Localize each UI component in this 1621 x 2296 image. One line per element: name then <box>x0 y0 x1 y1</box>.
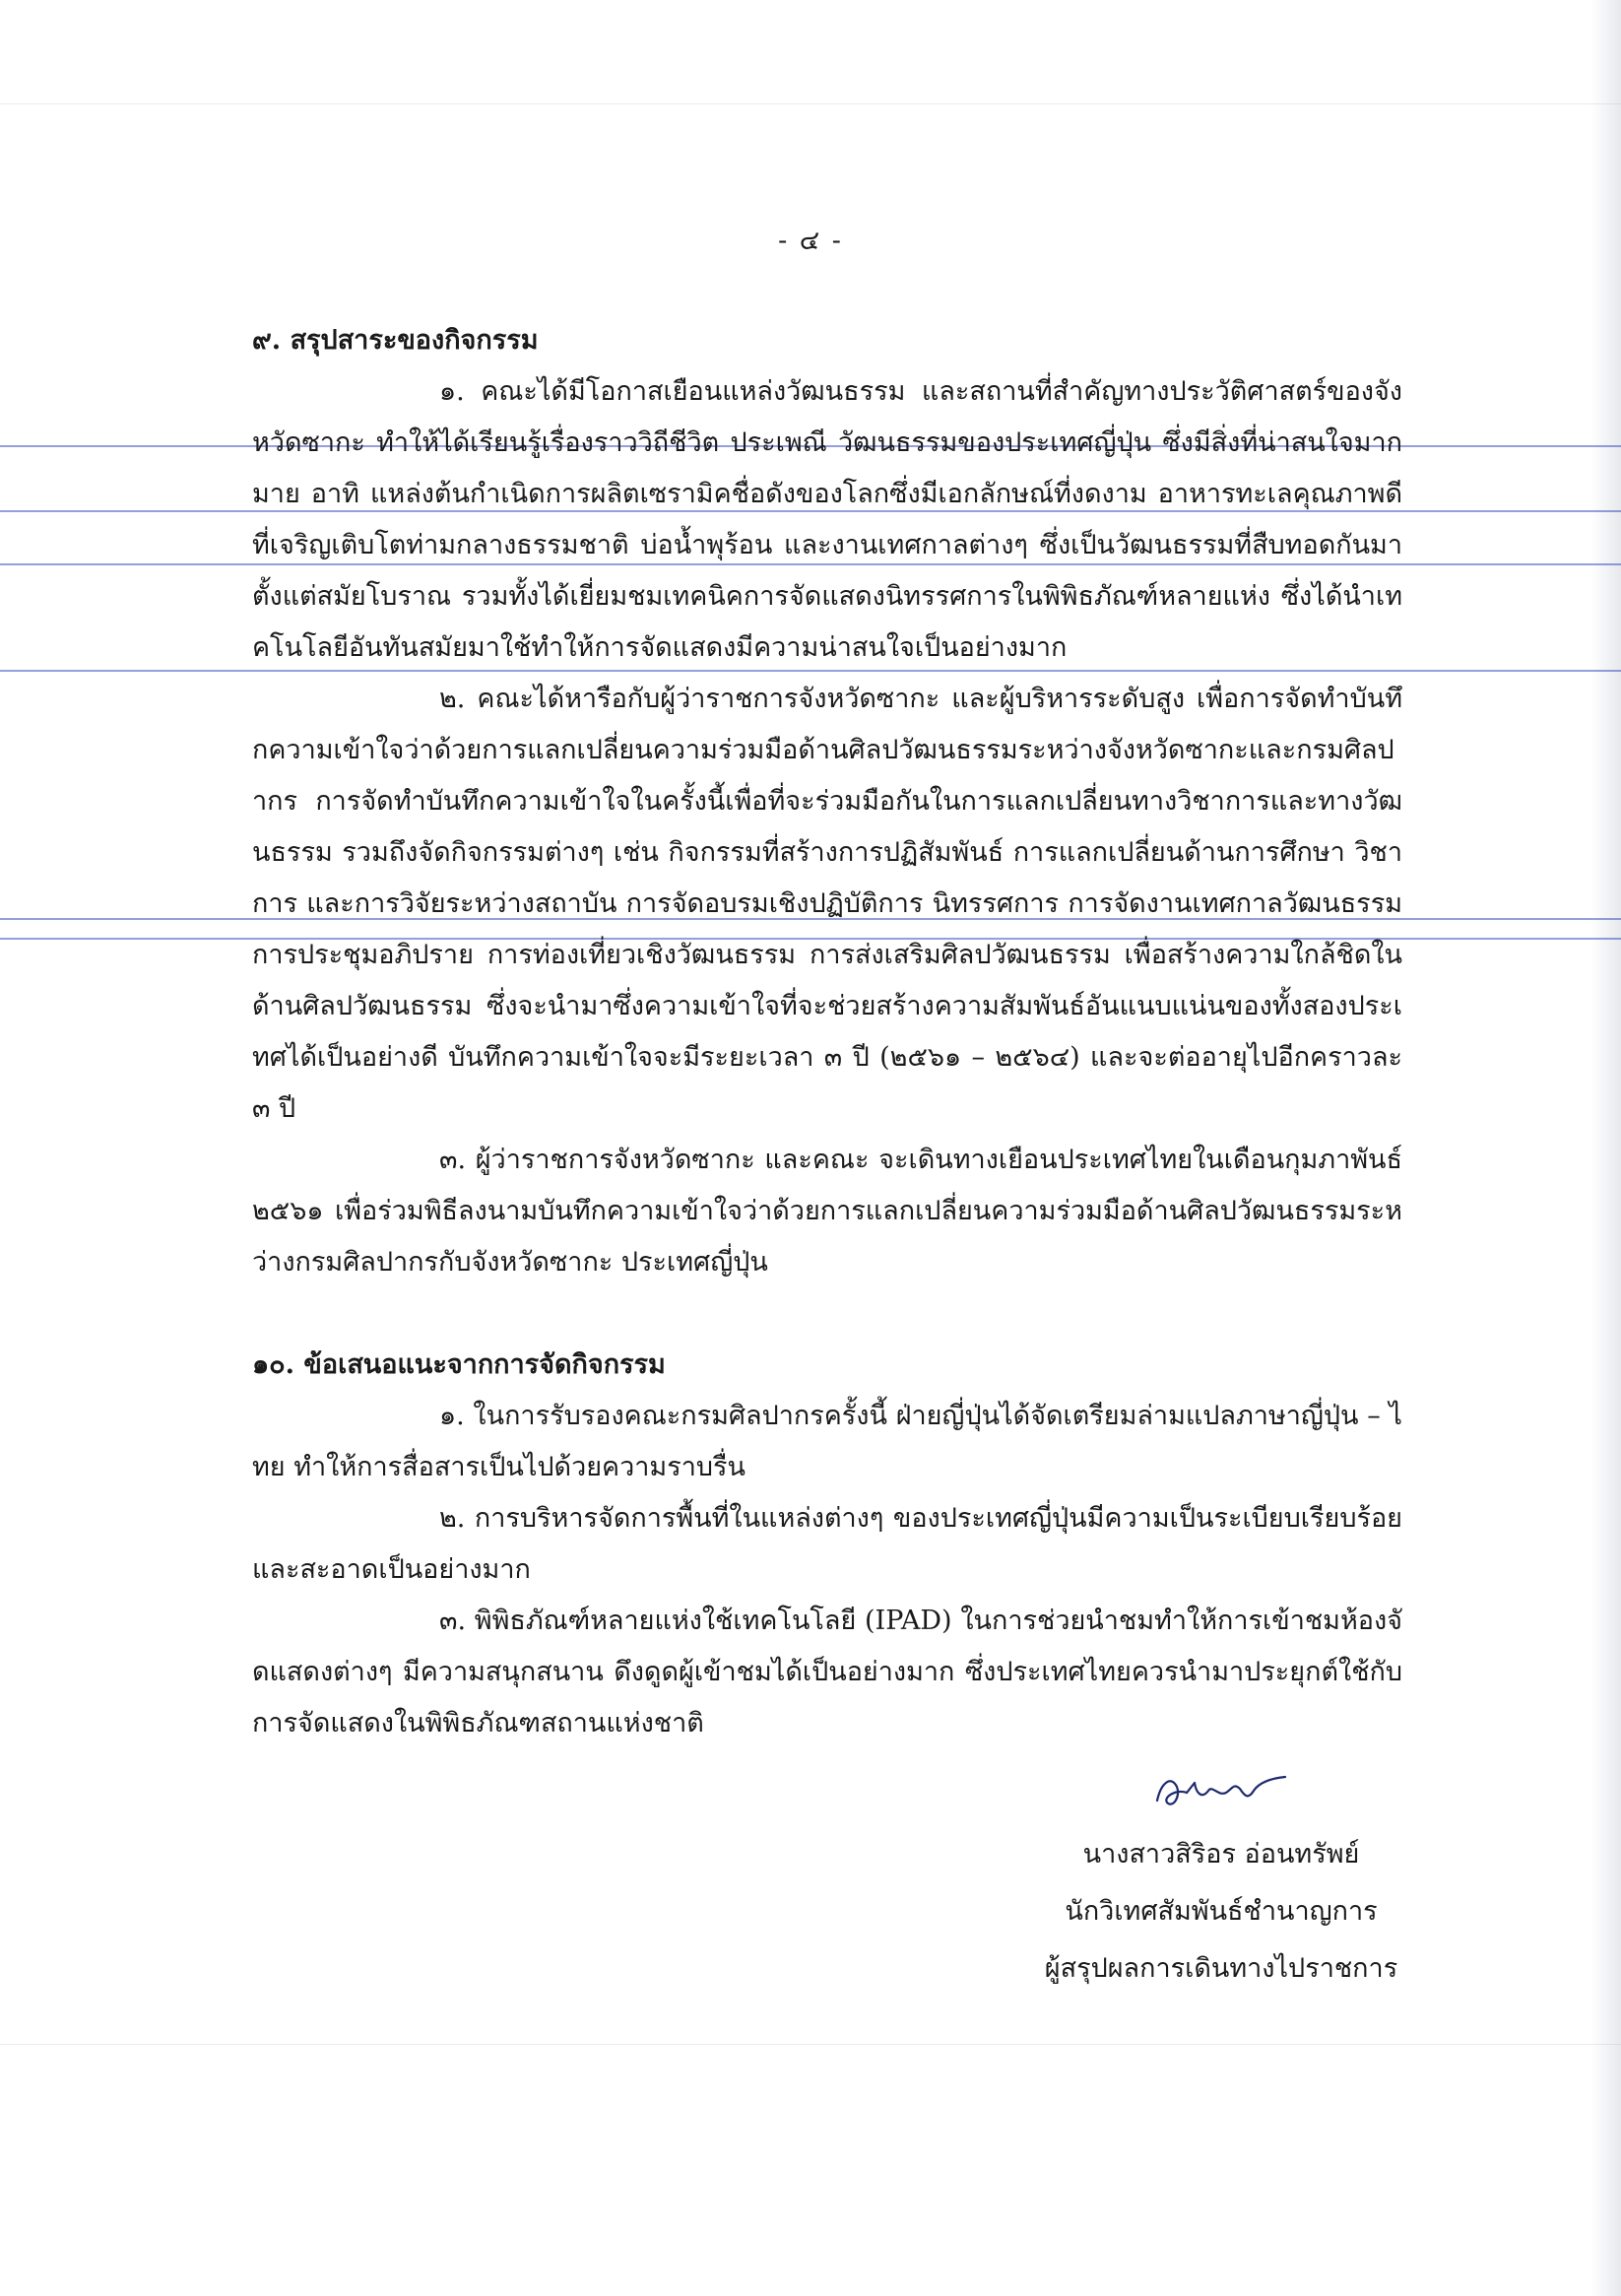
signer-role: ผู้สรุปผลการเดินทางไปราชการ <box>1044 1953 1398 1984</box>
summary-paragraph: ๓. ผู้ว่าราชการจังหวัดซากะ และคณะ จะเดินทางเยือนประเทศไทยในเดือนกุมภาพันธ์ ๒๕๖๑ เพื่อร่วมพิธีลงนามบันทึกความเข้าใจว่าด้วยการแลกเปลี่ยนความร่วมมือด้านศิลปวัฒนธรรมระหว่างกรมศิลปากรกับจังหวัดซากะ ประเทศญี่ปุ่น <box>252 1145 1402 1278</box>
recommendation-paragraph: ๒. การบริหารจัดการพื้นที่ในแหล่งต่างๆ ของประเทศญี่ปุ่นมีความเป็นระเบียบเรียบร้อยและสะอาดเป็นอย่างมาก <box>252 1503 1402 1585</box>
recommendation-paragraph: ๓. พิพิธภัณฑ์หลายแห่งใช้เทคโนโลยี (IPAD) ในการช่วยนำชมทำให้การเข้าชมห้องจัดแสดงต่างๆ มีความสนุกสนาน ดึงดูดผู้เข้าชมได้เป็นอย่างมาก ซึ่งประเทศไทยควรนำมาประยุกต์ใช้กับการจัดแสดงในพิพิธภัณฑสถานแห่งชาติ <box>252 1606 1402 1738</box>
signature-block <box>1014 1753 1428 1998</box>
section-spacer <box>252 1288 1402 1340</box>
scan-edge-shadow <box>1591 0 1621 2296</box>
summary-paragraph: ๒. คณะได้หารือกับผู้ว่าราชการจังหวัดซากะ และผู้บริหารระดับสูง เพื่อการจัดทำบันทึกความเข้าใจว่าด้วยการแลกเปลี่ยนความร่วมมือด้านศิลปวัฒนธรรมระหว่างจังหวัดซากะและกรมศิลปากร การจัดทำบันทึกความเข้าใจในครั้งนี้เพื่อที่จะร่วมมือกันในการแลกเปลี่ยนทางวิชาการและทางวัฒนธรรม รวมถึงจัดกิจกรรมต่างๆ เช่น กิจกรรมที่สร้างการปฏิสัมพันธ์ การแลกเปลี่ยนด้านการศึกษา วิชาการ และการวิจัยระหว่างสถาบัน การจัดอบรมเชิงปฏิบัติการ นิทรรศการ การจัดงานเทศกาลวัฒนธรรม การประชุมอภิปราย การท่องเที่ยวเชิงวัฒนธรรม การส่งเสริมศิลปวัฒนธรรม เพื่อสร้างความใกล้ชิดในด้านศิลปวัฒนธรรม ซึ่งจะนำมาซึ่งความเข้าใจที่จะช่วยสร้างความสัมพันธ์อันแนบแน่นของทั้งสองประเทศได้เป็นอย่างดี บันทึกความเข้าใจจะมีระยะเวลา ๓ ปี (๒๕๖๑ – ๒๕๖๔) และจะต่ออายุไปอีกคราวละ ๓ ปี <box>252 684 1402 1124</box>
signer-position: นักวิเทศสัมพันธ์ชำนาญการ <box>1065 1896 1378 1927</box>
document-body <box>252 315 1402 1749</box>
scan-artifact-line <box>0 2044 1621 2045</box>
summary-paragraph: ๑. คณะได้มีโอกาสเยือนแหล่งวัฒนธรรม และสถานที่สำคัญทางประวัติศาสตร์ของจังหวัดซากะ ทำให้ได้เรียนรู้เรื่องราววิถีชีวิต ประเพณี วัฒนธรรมของประเทศญี่ปุ่น ซึ่งมีสิ่งที่น่าสนใจมากมาย อาทิ แหล่งต้นกำเนิดการผลิตเซรามิคชื่อดังของโลกซึ่งมีเอกลักษณ์ที่งดงาม อาหารทะเลคุณภาพดีที่เจริญเติบโตท่ามกลางธรรมชาติ บ่อน้ำพุร้อน และงานเทศกาลต่างๆ ซึ่งเป็นวัฒนธรรมที่สืบทอดกันมาตั้งแต่สมัยโบราณ รวมทั้งได้เยี่ยมชมเทคนิคการจัดแสดงนิทรรศการในพิพิธภัณฑ์หลายแห่ง ซึ่งได้นำเทคโนโลยีอันทันสมัยมาใช้ทำให้การจัดแสดงมีความน่าสนใจเป็นอย่างมาก <box>252 376 1402 663</box>
section-heading: ๙. สรุปสาระของกิจกรรม <box>252 325 539 356</box>
scan-artifact-line <box>0 103 1621 104</box>
handwritten-signature <box>1137 1753 1305 1822</box>
recommendation-paragraph: ๑. ในการรับรองคณะกรมศิลปากรครั้งนี้ ฝ่ายญี่ปุ่นได้จัดเตรียมล่ามแปลภาษาญี่ปุ่น – ไทย ทำให้การสื่อสารเป็นไปด้วยความราบรื่น <box>252 1401 1402 1482</box>
page-number: - ๔ - <box>778 226 843 256</box>
signer-name: นางสาวสิริอร อ่อนทรัพย์ <box>1082 1839 1360 1870</box>
section-heading: ๑๐. ข้อเสนอแนะจากการจัดกิจกรรม <box>252 1349 666 1380</box>
